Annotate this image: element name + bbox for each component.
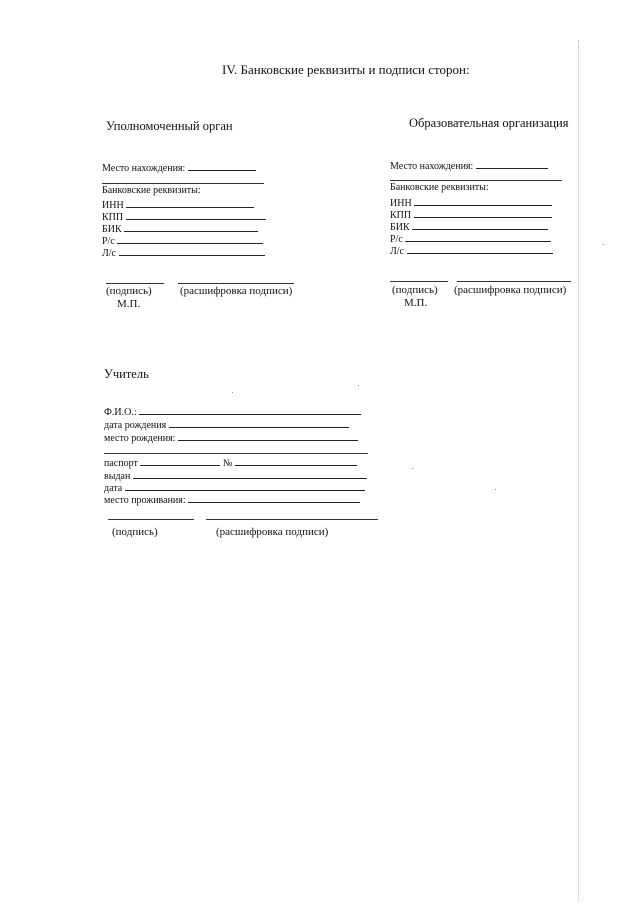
right-inn-field[interactable] [414, 196, 552, 206]
scan-edge-line [578, 40, 579, 900]
left-location-line-2[interactable] [102, 183, 264, 184]
teacher-signature-line[interactable] [108, 519, 194, 520]
right-signature-decode-caption: (расшифровка подписи) [454, 284, 567, 296]
teacher-birth-place-label: место рождения: [104, 433, 176, 444]
scan-speck [495, 489, 496, 490]
scan-speck [232, 392, 233, 393]
right-location-row [390, 159, 548, 173]
right-signature-caption: (подпись) [392, 284, 438, 296]
right-rs-field[interactable] [405, 232, 551, 242]
scan-speck [603, 244, 604, 245]
scan-speck [358, 385, 359, 386]
teacher-date-field[interactable] [125, 481, 365, 491]
section-title: IV. Банковские реквизиты и подписи сторон: [222, 62, 470, 77]
teacher-birth-date-label: дата рождения [104, 420, 167, 431]
right-signature-decode-line[interactable] [457, 281, 571, 282]
teacher-issued-field[interactable] [133, 469, 367, 479]
left-inn-field[interactable] [126, 198, 254, 208]
teacher-birth-place-field[interactable] [178, 431, 358, 441]
teacher-passport-label: паспорт [104, 458, 138, 469]
left-signature-decode-caption: (расшифровка подписи) [180, 285, 293, 297]
teacher-passport-number-field[interactable] [235, 456, 357, 466]
teacher-birth-place-row [104, 431, 358, 445]
left-signature-line[interactable] [106, 283, 164, 284]
left-ls-row [102, 246, 265, 260]
left-location-label: Место нахождения: [102, 163, 186, 174]
teacher-signature-decode-caption: (расшифровка подписи) [216, 526, 329, 538]
left-stamp-label: М.П. [117, 298, 141, 310]
scan-speck [412, 468, 413, 469]
teacher-fio-label: Ф.И.О.: [104, 407, 137, 418]
right-kpp-label: КПП [390, 210, 412, 221]
right-bank-details-label: Банковские реквизиты: [390, 182, 489, 193]
left-signature-caption: (подпись) [106, 285, 152, 297]
teacher-fio-row [104, 405, 361, 419]
left-ls-label: Л/с [102, 248, 116, 259]
left-party-heading: Уполномоченный орган [106, 119, 233, 133]
teacher-signature-decode-line[interactable] [206, 519, 378, 520]
right-ls-label: Л/с [390, 246, 404, 257]
teacher-passport-row [104, 456, 357, 470]
left-rs-label: Р/с [102, 236, 115, 247]
right-signature-line[interactable] [390, 281, 448, 282]
left-kpp-field[interactable] [126, 210, 266, 220]
teacher-residence-label: место проживания: [104, 495, 186, 506]
left-kpp-label: КПП [102, 212, 124, 223]
right-ls-row [390, 244, 553, 258]
teacher-signature-caption: (подпись) [112, 526, 158, 538]
teacher-issued-label: выдан [104, 471, 131, 482]
right-kpp-field[interactable] [414, 208, 552, 218]
left-signature-decode-line[interactable] [178, 283, 294, 284]
left-rs-field[interactable] [117, 234, 263, 244]
left-bik-label: БИК [102, 224, 122, 235]
right-location-line-2[interactable] [390, 180, 562, 181]
right-party-heading: Образовательная организация [409, 116, 569, 130]
right-location-field[interactable] [476, 159, 548, 169]
left-inn-label: ИНН [102, 200, 124, 211]
right-rs-label: Р/с [390, 234, 403, 245]
teacher-fio-field[interactable] [139, 405, 361, 415]
teacher-birth-date-field[interactable] [169, 418, 349, 428]
left-bank-details-label: Банковские реквизиты: [102, 185, 201, 196]
teacher-heading: Учитель [104, 367, 149, 381]
teacher-passport-series-field[interactable] [140, 456, 220, 466]
right-ls-field[interactable] [407, 244, 553, 254]
right-bik-field[interactable] [412, 220, 548, 230]
right-bik-label: БИК [390, 222, 410, 233]
left-location-row [102, 161, 256, 175]
right-stamp-label: М.П. [404, 297, 428, 309]
teacher-birth-date-row [104, 418, 349, 432]
right-inn-label: ИНН [390, 198, 412, 209]
right-location-label: Место нахождения: [390, 161, 474, 172]
teacher-date-label: дата [104, 483, 123, 494]
teacher-residence-row [104, 493, 360, 507]
teacher-residence-field[interactable] [188, 493, 360, 503]
teacher-birth-place-line-2[interactable] [104, 453, 368, 454]
left-location-field[interactable] [188, 161, 256, 171]
teacher-passport-number-sign: № [222, 458, 233, 469]
left-ls-field[interactable] [119, 246, 265, 256]
left-bik-field[interactable] [124, 222, 258, 232]
